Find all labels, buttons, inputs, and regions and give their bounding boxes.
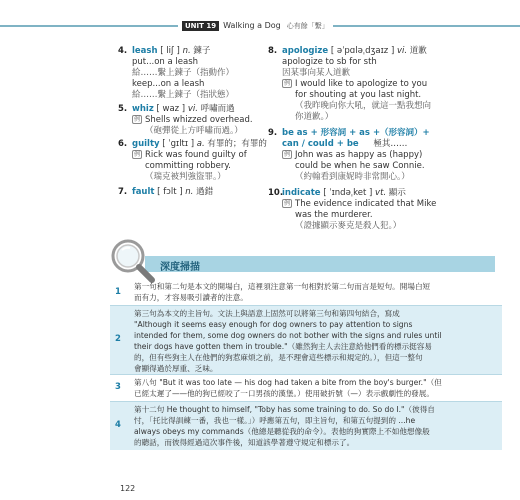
entry-word: fault — [132, 187, 155, 197]
entry-pos: vt. — [375, 188, 387, 198]
scan-row-line: 會顯得過於厚重、乏味。 — [134, 364, 218, 373]
entry-def: 過錯 — [196, 187, 214, 197]
example-icon: 例 — [283, 80, 290, 87]
entry-translation: 你道歉。） — [295, 112, 334, 122]
scan-row-line: 第一句和第二句是本文的開場白，這裡須注意第一句相對於第二句而言是短句。開場白短 — [134, 282, 431, 291]
entry-def: 鍊子 — [193, 46, 211, 56]
scan-row-line: 第八句 "But it was too late — his dog had taken a bite from the boy's burger."（但 — [134, 378, 442, 387]
entry-example: Shells whizzed overhead. — [145, 115, 253, 125]
scan-row-line: 的聽話，而彼得經過這次事件後，知道該學著遵守規定和標示了。 — [134, 438, 355, 447]
entry-example: John was as happy as (happy) — [295, 150, 423, 160]
page-number: 122 — [120, 484, 136, 493]
entry-word: apologize — [282, 46, 329, 56]
scan-row-number: 1 — [115, 287, 121, 297]
entry-def: 極其…… — [373, 139, 408, 149]
entry-pron: [ waz ] — [156, 104, 186, 114]
scan-row-line: 第三句為本文的主旨句。文法上與語意上固然可以將第三句和第四句結合，寫成 — [134, 309, 400, 318]
vocab-entry-as-as — [268, 128, 430, 183]
entry-pron: [ əˈpɑləˌdʒaɪz ] — [330, 46, 395, 56]
entry-pron: [ fɔlt ] — [157, 187, 183, 197]
example-icon: 例 — [133, 151, 140, 158]
scan-row-line: 第十二句 He thought to himself, "Toby has some training to do. So do I."（彼得自 — [134, 405, 435, 414]
entry-word: whiz — [132, 104, 154, 114]
entry-word: can / could + be — [282, 139, 359, 149]
entry-number: 5. — [118, 104, 128, 114]
entry-translation: （我昨晚向你大吼，就這一點我想向 — [295, 101, 432, 111]
entry-pron: [ ˈɪndəˌket ] — [323, 188, 373, 198]
scan-row-line: 而有力，才容易吸引讀者的注意。 — [134, 293, 248, 302]
scan-row-line: always obeys my commands（他總是聽從我的命令）。表他的狗實際上不如他想像般 — [134, 427, 430, 436]
scan-row-line: intended for them, some dog owners do not bother with the signs and rules until — [134, 331, 442, 340]
unit-title: Walking a Dog — [223, 21, 281, 30]
scan-row-number: 4 — [115, 420, 121, 430]
entry-translation: （約翰看到康妮時非常開心。） — [295, 172, 410, 182]
scan-row-line: 忖，「托比得訓練一番，我也一樣。」）呼應第五句，即主旨句，和第五句提到的 ...he — [134, 416, 416, 425]
entry-number: 9. — [268, 128, 278, 138]
entry-pos: n. — [185, 187, 194, 197]
entry-line: keep...on a leash — [132, 79, 205, 89]
entry-word: be as + 形容詞 + as +（形容詞）+ — [282, 128, 430, 138]
entry-number: 6. — [118, 139, 128, 149]
entry-def: 有罪的；有罪的 — [207, 139, 267, 149]
entry-translation: （砲彈從上方呼嘯而過。） — [145, 126, 243, 136]
entry-number: 7. — [118, 187, 128, 197]
entry-pos: n. — [182, 46, 191, 56]
entry-number: 4. — [118, 46, 128, 56]
entry-example: Rick was found guilty of — [145, 150, 247, 160]
entry-example: I would like to apologize to you — [295, 79, 428, 89]
entry-example: could be when he saw Connie. — [295, 161, 425, 171]
entry-example: The evidence indicated that Mike — [295, 199, 437, 209]
entry-word: leash — [132, 46, 158, 56]
entry-line: apologize to sb for sth — [282, 57, 377, 67]
entry-translation: （證據顯示麥克是殺人犯。） — [295, 221, 402, 231]
entry-def: 顯示 — [388, 188, 406, 198]
unit-header — [178, 19, 333, 32]
entry-pos: a. — [196, 139, 205, 149]
entry-translation: （瑞克被判強盜罪。） — [145, 172, 226, 182]
vocab-entry-guilty — [118, 139, 267, 183]
scan-row-4 — [110, 402, 502, 450]
unit-subtitle: 心有餘「繫」 — [286, 21, 329, 30]
entry-example: committing robbery. — [145, 161, 231, 171]
scan-title: 深度掃描 — [160, 262, 200, 273]
example-icon: 例 — [133, 116, 140, 123]
entry-example: for shouting at you last night. — [295, 90, 422, 100]
example-icon: 例 — [283, 151, 290, 158]
example-icon: 例 — [283, 200, 290, 207]
entry-pron: [ ˈgɪltɪ ] — [162, 139, 195, 149]
entry-line: 給……繫上鍊子（指動作） — [132, 68, 235, 78]
scan-row-line: 的，但有些狗主人在他們的狗惹麻煩之前，是不理會這些標示和規定的。），但這一整句 — [134, 353, 423, 362]
entry-number: 8. — [268, 46, 278, 56]
vocab-entry-apologize — [268, 46, 431, 123]
scan-row-line: their dogs have gotten them in trouble."（雖然狗主人去注意給他們看的標示挺容易 — [134, 342, 432, 351]
vocab-entry-leash — [118, 46, 234, 101]
vocab-entry-indicate — [268, 188, 436, 232]
entry-line: put...on a leash — [132, 57, 199, 67]
scan-row-3 — [110, 375, 502, 401]
entry-def: 道歉 — [409, 46, 427, 56]
scan-row-line: "Although it seems easy enough for dog owners to pay attention to signs — [134, 320, 413, 329]
entry-line: 給……繫上鍊子（指狀態） — [132, 90, 235, 100]
magnifier-icon — [108, 236, 156, 284]
entry-def: 呼嘯而過 — [200, 104, 235, 114]
unit-tag: UNIT 19 — [182, 21, 219, 31]
scan-row-number: 2 — [115, 334, 121, 344]
scan-row-number: 3 — [115, 382, 121, 392]
entry-line: 因某事向某人道歉 — [282, 68, 351, 78]
scan-row-2 — [110, 306, 502, 374]
entry-word: indicate — [282, 188, 321, 198]
entry-word: guilty — [132, 139, 160, 149]
entry-pos: vi. — [397, 46, 408, 56]
vocab-entry-fault — [118, 187, 213, 198]
scan-row-1 — [110, 279, 502, 305]
entry-pos: vi. — [187, 104, 198, 114]
vocab-entry-whiz — [118, 104, 253, 137]
entry-number: 10. — [268, 188, 284, 198]
entry-example: was the murderer. — [295, 210, 373, 220]
scan-row-line: 已經太遲了——他的狗已經咬了一口男孩的漢堡。）使用破折號（—）表示戲劇性的發展。 — [134, 389, 434, 398]
entry-pron: [ liʃ ] — [160, 46, 180, 56]
